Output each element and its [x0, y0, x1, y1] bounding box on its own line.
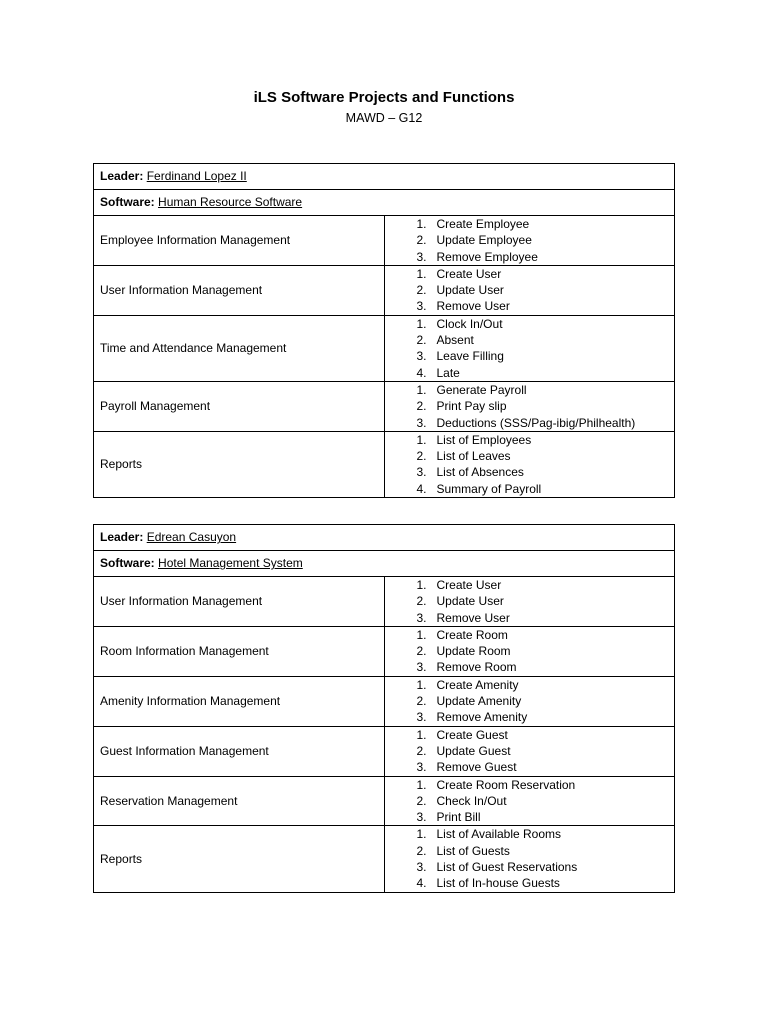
function-number: 1. — [416, 578, 427, 592]
function-item — [391, 843, 669, 859]
module-name: Room Information Management — [94, 626, 385, 676]
function-label: Deductions (SSS/Pag-ibig/Philhealth) — [436, 415, 636, 430]
function-number: 3. — [416, 465, 427, 480]
function-number: 3. — [416, 710, 427, 725]
function-number: 4. — [416, 365, 427, 380]
function-number: 4. — [416, 876, 427, 891]
function-label: Leave Filling — [436, 349, 504, 364]
module-name: Payroll Management — [94, 381, 385, 431]
function-cell — [384, 726, 675, 776]
function-number: 3. — [416, 349, 427, 364]
function-list — [391, 316, 669, 381]
function-item — [391, 693, 669, 709]
function-item — [391, 577, 669, 593]
function-label: Absent — [436, 333, 474, 348]
function-item — [391, 398, 669, 414]
function-number: 1. — [416, 777, 427, 792]
function-item — [391, 365, 669, 381]
function-number: 3. — [416, 415, 427, 430]
project-table-hr — [93, 163, 675, 498]
function-number: 2. — [416, 449, 427, 464]
software-row — [94, 551, 675, 577]
function-label: Update User — [436, 283, 504, 298]
module-name: Amenity Information Management — [94, 676, 385, 726]
function-item — [391, 348, 669, 364]
function-number: 2. — [416, 399, 427, 414]
document-title: iLS Software Projects and Functions — [253, 89, 515, 106]
software-label: Software: — [100, 195, 155, 210]
function-label: List of Absences — [436, 465, 524, 480]
function-number: 4. — [416, 481, 427, 496]
function-item — [391, 875, 669, 891]
function-item — [391, 709, 669, 725]
module-row — [94, 431, 675, 497]
function-label: Update Room — [436, 644, 511, 659]
function-item — [391, 593, 669, 609]
module-row — [94, 381, 675, 431]
function-item — [391, 826, 669, 842]
function-label: Update Guest — [436, 743, 511, 758]
module-name: Guest Information Management — [94, 726, 385, 776]
function-label: List of Guest Reservations — [436, 860, 578, 875]
function-label: Generate Payroll — [436, 382, 527, 397]
module-row — [94, 676, 675, 726]
module-row — [94, 826, 675, 892]
function-cell — [384, 216, 675, 266]
function-item — [391, 659, 669, 675]
function-list — [391, 777, 669, 826]
function-number: 2. — [416, 843, 427, 858]
function-number: 1. — [416, 677, 427, 692]
function-item — [391, 610, 669, 626]
leader-row — [94, 525, 675, 551]
function-label: List of Employees — [436, 432, 532, 447]
module-row — [94, 216, 675, 266]
function-item — [391, 481, 669, 497]
function-cell — [384, 826, 675, 892]
function-item — [391, 382, 669, 398]
function-list — [391, 826, 669, 891]
function-label: Remove Amenity — [436, 710, 528, 725]
function-list — [391, 627, 669, 676]
function-number: 1. — [416, 217, 427, 231]
function-item — [391, 249, 669, 265]
function-item — [391, 727, 669, 743]
function-number: 3. — [416, 299, 427, 314]
function-list — [391, 266, 669, 315]
module-row — [94, 265, 675, 315]
function-cell — [384, 577, 675, 627]
function-item — [391, 266, 669, 282]
leader-row — [94, 164, 675, 190]
function-number: 1. — [416, 432, 427, 447]
module-row — [94, 315, 675, 381]
function-item — [391, 282, 669, 298]
function-label: Create Employee — [436, 217, 530, 231]
document-subtitle: MAWD – G12 — [345, 111, 423, 125]
software-name: Hotel Management System — [158, 556, 303, 571]
leader-label: Leader: — [100, 530, 144, 545]
module-name: User Information Management — [94, 577, 385, 627]
function-cell — [384, 381, 675, 431]
function-label: Print Bill — [436, 810, 481, 825]
function-number: 2. — [416, 283, 427, 298]
function-list — [391, 727, 669, 776]
function-number: 2. — [416, 793, 427, 808]
software-label: Software: — [100, 556, 155, 571]
function-label: Remove Room — [436, 660, 517, 675]
function-cell — [384, 265, 675, 315]
function-list — [391, 577, 669, 626]
function-list — [391, 382, 669, 431]
function-number: 2. — [416, 694, 427, 709]
module-name: Employee Information Management — [94, 216, 385, 266]
function-number: 2. — [416, 644, 427, 659]
function-label: Remove Guest — [436, 760, 517, 775]
function-item — [391, 332, 669, 348]
function-number: 2. — [416, 594, 427, 609]
function-label: Update Employee — [436, 233, 532, 248]
leader-cell — [94, 164, 675, 190]
module-row — [94, 776, 675, 826]
function-number: 2. — [416, 233, 427, 248]
function-number: 1. — [416, 827, 427, 842]
leader-label: Leader: — [100, 169, 144, 184]
function-item — [391, 298, 669, 314]
function-item — [391, 743, 669, 759]
function-number: 1. — [416, 627, 427, 642]
function-number: 1. — [416, 266, 427, 281]
module-name: Reservation Management — [94, 776, 385, 826]
function-label: Update User — [436, 594, 504, 609]
function-item — [391, 777, 669, 793]
function-item — [391, 643, 669, 659]
function-item — [391, 464, 669, 480]
function-label: Remove User — [436, 610, 510, 625]
function-number: 3. — [416, 810, 427, 825]
project-table-hotel — [93, 524, 675, 893]
software-cell — [94, 190, 675, 216]
function-label: Create User — [436, 578, 502, 592]
function-number: 3. — [416, 760, 427, 775]
function-number: 2. — [416, 743, 427, 758]
function-label: Print Pay slip — [436, 399, 507, 414]
function-label: List of Guests — [436, 843, 510, 858]
module-row — [94, 726, 675, 776]
function-label: List of Available Rooms — [436, 827, 562, 842]
leader-name: Ferdinand Lopez II — [146, 169, 247, 184]
function-label: Create User — [436, 266, 502, 281]
function-number: 3. — [416, 610, 427, 625]
function-label: Summary of Payroll — [436, 481, 542, 496]
function-cell — [384, 776, 675, 826]
function-item — [391, 759, 669, 775]
function-label: Remove Employee — [436, 249, 538, 264]
module-name: User Information Management — [94, 265, 385, 315]
function-item — [391, 432, 669, 448]
function-cell — [384, 626, 675, 676]
function-number: 3. — [416, 660, 427, 675]
function-item — [391, 809, 669, 825]
module-name: Time and Attendance Management — [94, 315, 385, 381]
function-cell — [384, 315, 675, 381]
function-label: Remove User — [436, 299, 510, 314]
function-label: Create Room Reservation — [436, 777, 576, 792]
function-label: Create Room — [436, 627, 508, 642]
module-row — [94, 626, 675, 676]
leader-cell — [94, 525, 675, 551]
function-number: 3. — [416, 860, 427, 875]
function-item — [391, 627, 669, 643]
function-label: List of Leaves — [436, 449, 511, 464]
function-item — [391, 415, 669, 431]
function-number: 1. — [416, 382, 427, 397]
function-cell — [384, 431, 675, 497]
function-label: Create Amenity — [436, 677, 519, 692]
function-number: 3. — [416, 249, 427, 264]
module-row — [94, 577, 675, 627]
software-cell — [94, 551, 675, 577]
function-item — [391, 316, 669, 332]
function-cell — [384, 676, 675, 726]
function-list — [391, 216, 669, 265]
module-name: Reports — [94, 826, 385, 892]
function-label: Late — [436, 365, 460, 380]
function-number: 1. — [416, 727, 427, 742]
function-item — [391, 793, 669, 809]
function-item — [391, 859, 669, 875]
module-name: Reports — [94, 431, 385, 497]
function-label: Clock In/Out — [436, 316, 503, 331]
function-label: Check In/Out — [436, 793, 507, 808]
software-name: Human Resource Software — [158, 195, 303, 210]
function-label: Update Amenity — [436, 694, 522, 709]
function-number: 2. — [416, 333, 427, 348]
function-list — [391, 677, 669, 726]
function-item — [391, 216, 669, 232]
function-list — [391, 432, 669, 497]
function-label: Create Guest — [436, 727, 508, 742]
function-item — [391, 677, 669, 693]
software-row — [94, 190, 675, 216]
function-number: 1. — [416, 316, 427, 331]
function-label: List of In-house Guests — [436, 876, 560, 891]
leader-name: Edrean Casuyon — [146, 530, 237, 545]
function-item — [391, 232, 669, 248]
function-item — [391, 448, 669, 464]
